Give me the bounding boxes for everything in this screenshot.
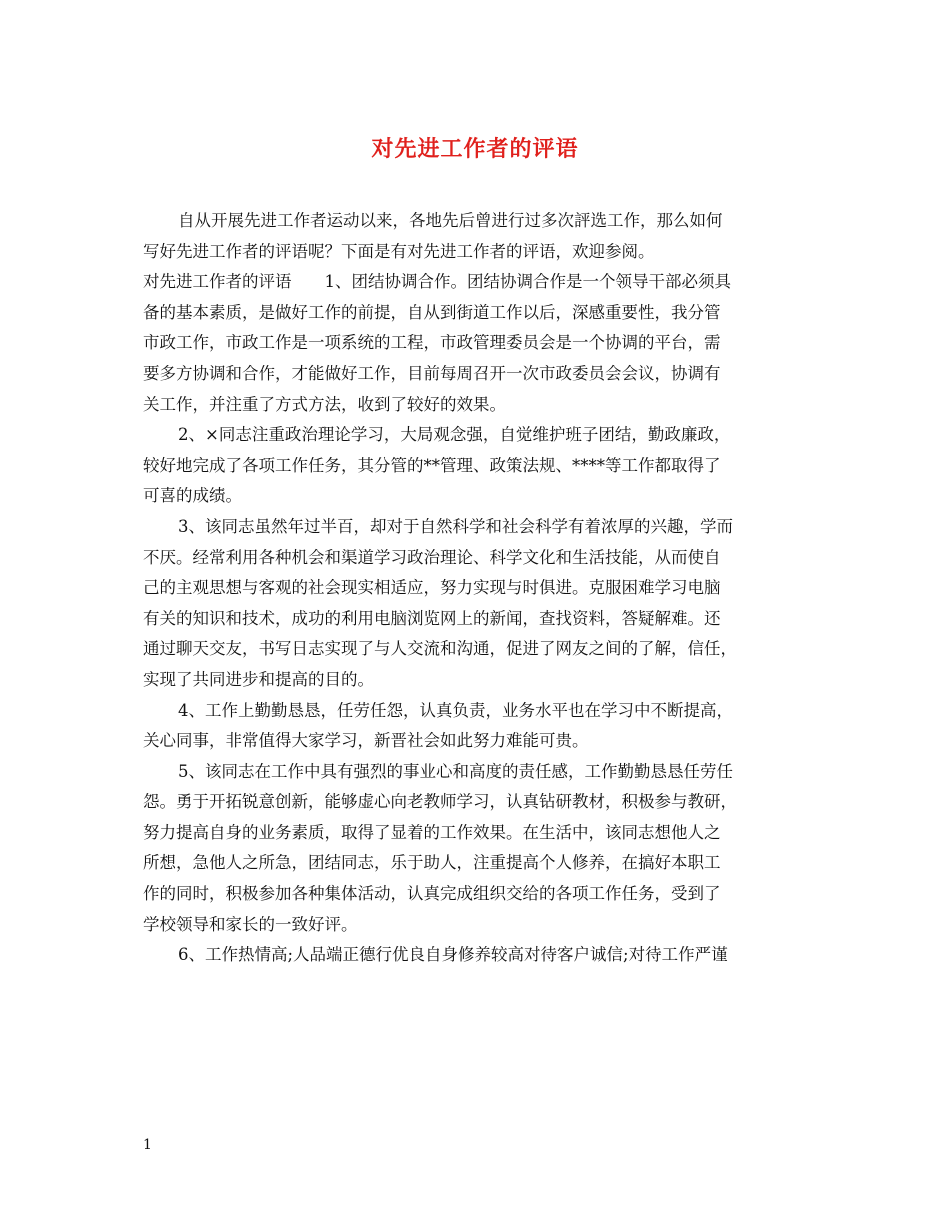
body-line: 自从开展先进工作者运动以来，各地先后曾进行过多次評选工作，那么如何 [178, 211, 723, 230]
body-line: 3、该同志虽然年过半百，却对于自然科学和社会科学有着浓厚的兴趣，学而 [178, 516, 733, 536]
body-line: 怨。勇于开拓锐意创新，能够虚心向老教师学习，认真钻研教材，积极参与教研， [143, 792, 737, 812]
page-number: 1 [143, 1137, 152, 1153]
body-line: 对先进工作者的评语 1、团结协调合作。团结协调合作是一个领导干部必须具 [143, 272, 731, 292]
body-line: 己的主观思想与客观的社会现实相适应，努力实现与时俱进。克服困难学习电脑 [143, 578, 721, 598]
body-line: 努力提高自身的业务素质，取得了显着的工作效果。在生活中，该同志想他人之 [143, 822, 721, 842]
body-line: 5、该同志在工作中具有强烈的事业心和高度的责任感，工作勤勤恳恳任劳任 [178, 761, 733, 781]
body-line: 较好地完成了各项工作任务，其分管的**管理、政策法规、****等工作都取得了 [143, 455, 721, 475]
body-line: 学校领导和家长的一致好评。 [143, 914, 358, 934]
body-line: 备的基本素质，是做好工作的前提，自从到街道工作以后，深感重要性，我分管 [143, 302, 721, 322]
body-line: 作的同时，积极参加各种集体活动，认真完成组织交给的各项工作任务，受到了 [143, 884, 721, 904]
body-line: 所想，急他人之所急，团结同志，乐于助人，注重提高个人修养，在搞好本职工 [143, 853, 721, 873]
body-line: 市政工作，市政工作是一项系统的工程，市政管理委员会是一个协调的平台，需 [143, 333, 721, 353]
body-line: 关心同事，非常值得大家学习，新晋社会如此努力难能可贵。 [143, 731, 589, 751]
body-line: 4、工作上勤勤恳恳，任劳任怨，认真负责，业务水平也在学习中不断提高， [178, 700, 733, 720]
body-line: 要多方协调和合作，才能做好工作，目前每周召开一次市政委员会会议，协调有 [143, 363, 721, 383]
body-line: 可喜的成绩。 [143, 486, 242, 506]
body-line: 关工作，并注重了方式方法，收到了较好的效果。 [143, 394, 506, 414]
body-line: 有关的知识和技术，成功的利用电脑浏览网上的新闻，查找资料，答疑解难。还 [143, 608, 721, 628]
body-line: 2、×同志注重政治理论学习，大局观念强，自觉维护班子团结，勤政廉政， [178, 425, 731, 445]
body-line: 写好先进工作者的评语呢？下面是有对先进工作者的评语，欢迎参阅。 [143, 241, 655, 261]
body-line: 实现了共同进步和提高的目的。 [143, 669, 374, 689]
document-title: 对先进工作者的评语 [371, 136, 579, 162]
body-line: 通过聊天交友，书写日志实现了与人交流和沟通，促进了网友之间的了解，信任， [143, 639, 737, 659]
body-line: 6、工作热情高;人品端正德行优良自身修养较高对待客户诚信;对待工作严谨 [178, 945, 728, 965]
body-line: 不厌。经常利用各种机会和渠道学习政治理论、科学文化和生活技能，从而使自 [143, 547, 721, 567]
document-body [143, 206, 813, 971]
